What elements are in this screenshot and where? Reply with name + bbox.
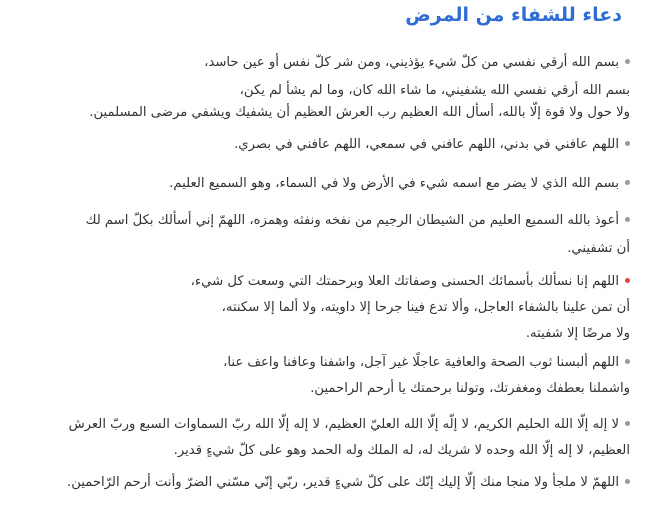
list-item bbox=[14, 50, 630, 76]
list-item-line: واشملنا بعطفك ومغفرتك، وتولنا برحمتك يا أرحم الراحمين. bbox=[310, 381, 630, 396]
list-item-line: اللهم إنا نسألك بأسمائك الحسنى وصفاتك العلا وبرحمتك التي وسعت كل شيء، bbox=[14, 269, 630, 295]
bullet-icon bbox=[625, 59, 630, 64]
bullet-icon bbox=[625, 278, 630, 283]
list-item-line: بسم الله أرقي نفسي من كلّ شيء يؤذيني، ومن شر كلّ نفس أو عين حاسد، bbox=[14, 50, 630, 76]
bullet-icon bbox=[625, 359, 630, 364]
list-item-line: بسم الله أرقي نفسي الله يشفيني، ما شاء الله كان، وما لم يشأ لم يكن، bbox=[239, 83, 630, 98]
list-item bbox=[14, 470, 630, 496]
list-item bbox=[14, 208, 630, 262]
list-item bbox=[14, 171, 630, 197]
bullet-icon bbox=[625, 141, 630, 146]
list-item-line: ولا حول ولا قوة إلّا بالله، أسأل الله العظيم رب العرش العظيم أن يشفيك ويشفي مرضى المسلمين. bbox=[89, 105, 630, 120]
list-item-line: اللهم عافني في بدني، اللهم عافني في سمعي، اللهم عافني في بصري. bbox=[14, 132, 630, 158]
bullet-icon bbox=[625, 421, 630, 426]
list-item-line: العظيم، لا إله إلّا الله وحده لا شريك له، له الملك وله الحمد وهو على كلّ شيءٍ قدير. bbox=[173, 443, 630, 458]
bullet-icon bbox=[625, 180, 630, 185]
list-item-line: أن تشفيني. bbox=[567, 241, 630, 256]
list-item-line: أعوذ بالله السميع العليم من الشيطان الرجيم من نفخه ونفثه وهمزه، اللهمّ إني أسألك بكلّ اسم لك bbox=[14, 208, 630, 234]
list-item bbox=[14, 350, 630, 402]
list-item-line: اللهم ألبسنا ثوب الصحة والعافية عاجلًا غير آجل، واشفنا وعافنا واعف عنا، bbox=[14, 350, 630, 376]
list-item bbox=[14, 132, 630, 158]
list-item bbox=[14, 412, 630, 464]
list-item-line: اللهمّ لا ملجأ ولا منجا منك إلّا إليك إنّك على كلّ شيءٍ قدير، ربّي إنّي مسّني الضرّ وأنت أرحم الرّاحمين. bbox=[14, 470, 630, 496]
list-item bbox=[14, 269, 630, 347]
list-item-line: ولا مرضًا إلا شفيته. bbox=[525, 326, 630, 341]
bullet-icon bbox=[625, 479, 630, 484]
page-title: دعاء للشفاء من المرض bbox=[405, 4, 622, 26]
list-item-line: بسم الله الذي لا يضر مع اسمه شيء في الأرض ولا في السماء، وهو السميع العليم. bbox=[14, 171, 630, 197]
list-item-line: أن تمن علينا بالشفاء العاجل، وألا تدع فينا جرحا إلا داويته، ولا ألما إلا سكنته، bbox=[221, 300, 630, 315]
list-item-line: لا إله إلّا الله الحليم الكريم، لا إلّه إلّا الله العليّ العظيم، لا إله إلّا الله ربّ السماوات السبع وربّ العرش bbox=[14, 412, 630, 438]
list-item bbox=[14, 78, 630, 126]
bullet-icon bbox=[625, 217, 630, 222]
